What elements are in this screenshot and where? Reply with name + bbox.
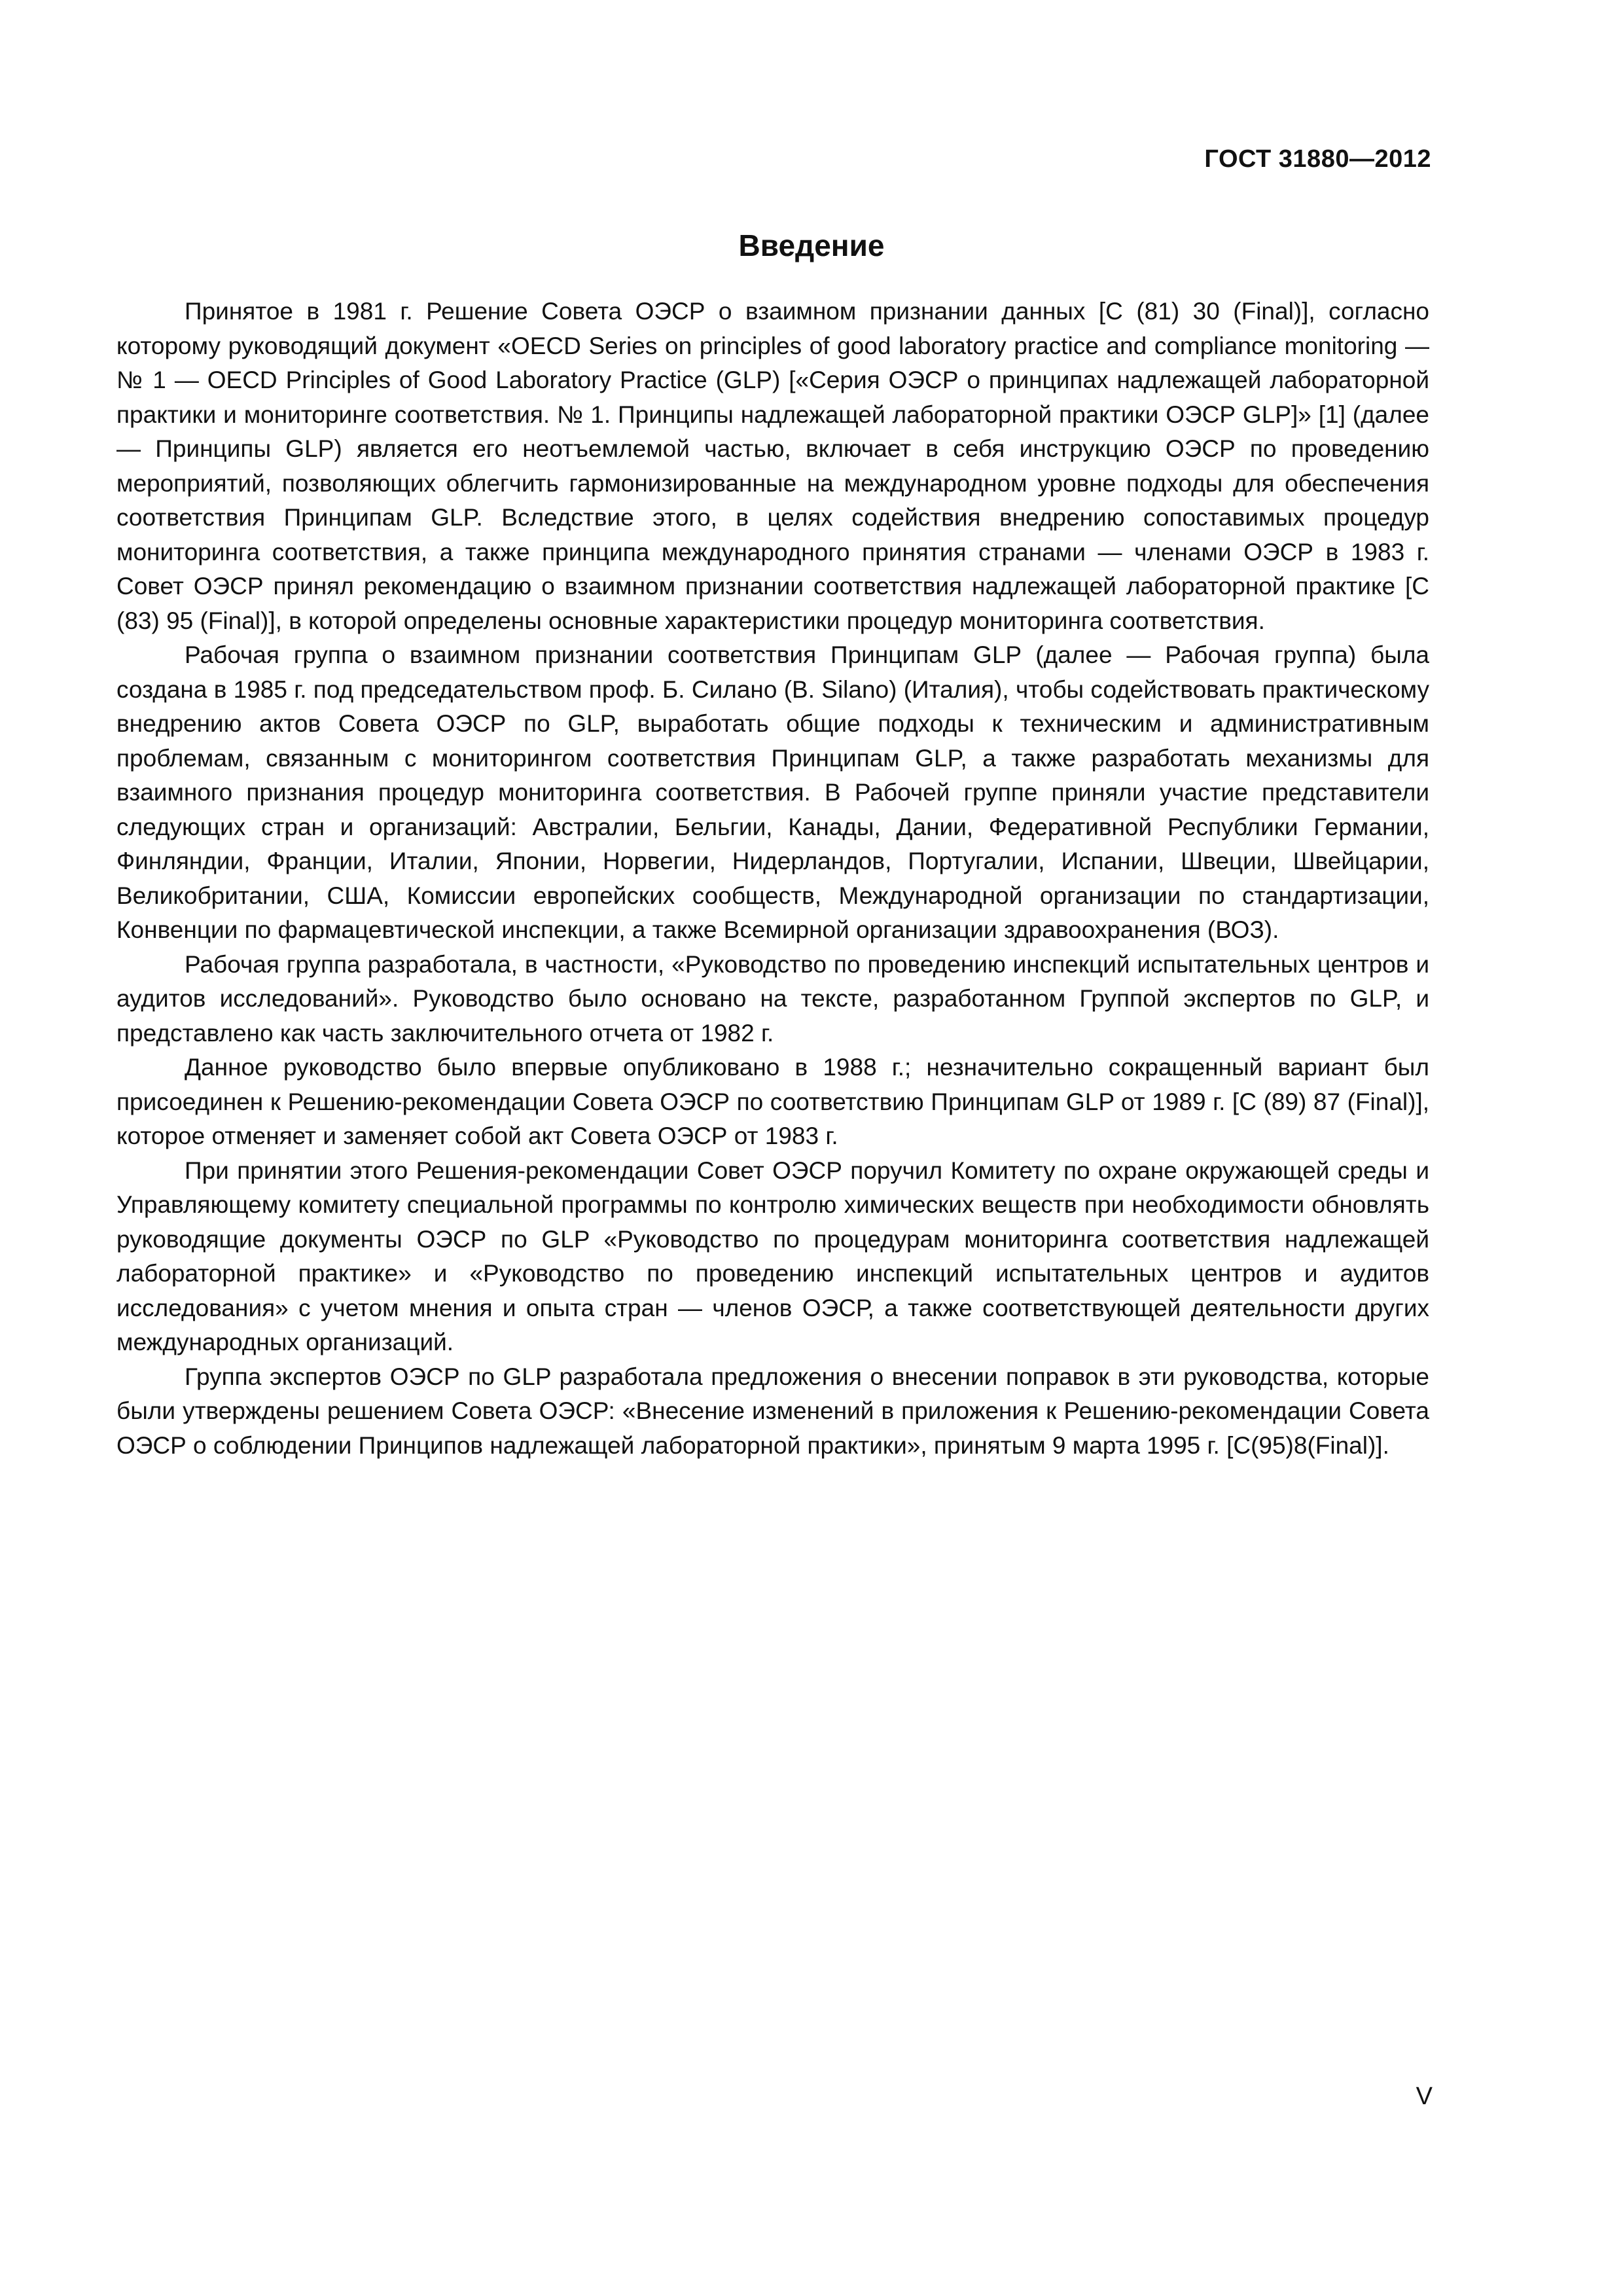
paragraph: При принятии этого Решения-рекомендации Совет ОЭСР поручил Комитету по охране окружающей среды и Управляющему комитету специальной программы по контролю химических веществ при необходимости обновлять руководящие документы ОЭСР по GLP «Руководство по процедурам мониторинга соответствия надлежащей лабораторной практике» и «Руководство по проведению инспекций испытательных центров и аудитов исследования» с учетом мнения и опыта стран — членов ОЭСР, а также соответствующей деятельности других международных организаций. [116, 1157, 1429, 1355]
section-title: Введение [738, 228, 885, 262]
paragraph: Рабочая группа разработала, в частности, «Руководство по проведению инспекций испытательных центров и аудитов исследований». Руководство было основано на тексте, разработанном Группой экспертов по GLP, и представлено как часть заключительного отчета от 1982 г. [116, 950, 1429, 1047]
page-number: V [1416, 2083, 1433, 2110]
paragraph: Группа экспертов ОЭСР по GLP разработала предложения о внесении поправок в эти руководства, которые были утверждены решением Совета ОЭСР: «Внесение изменений в приложения к Решению-рекомендации Совета ОЭСР о соблюдении Принципов надлежащей лабораторной практики», принятым 9 марта 1995 г. [С(95)8(Final)]. [116, 1363, 1429, 1459]
body-text [116, 295, 1429, 1463]
paragraph: Данное руководство было впервые опубликовано в 1988 г.; незначительно сокращенный вариант был присоединен к Решению-рекомендации Совета ОЭСР по соответствию Принципам GLP от 1989 г. [С (89) 87 (Final)], которое отменяет и заменяет собой акт Совета ОЭСР от 1983 г. [116, 1054, 1429, 1149]
paragraph: Рабочая группа о взаимном признании соответствия Принципам GLP (далее — Рабочая группа) была создана в 1985 г. под председательством проф. Б. Силано (В. Silano) (Италия), чтобы содействовать практическому внедрению актов Совета ОЭСР по GLP, выработать общие подходы к техническим и административным проблемам, связанным с мониторингом соответствия Принципам GLP, а также разработать механизмы для взаимного признания процедур мониторинга соответствия. В Рабочей группе приняли участие представители следующих стран и организаций: Австралии, Бельгии, Канады, Дании, Федеративной Республики Германии, Финляндии, Франции, Италии, Японии, Норвегии, Нидерландов, Португалии, Испании, Швеции, Швейцарии, Великобритании, США, Комиссии европейских сообществ, Международной организации по стандартизации, Конвенции по фармацевтической инспекции, а также Всемирной организации здравоохранения (ВОЗ). [116, 641, 1429, 943]
document-code: ГОСТ 31880—2012 [1204, 145, 1431, 173]
paragraph: Принятое в 1981 г. Решение Совета ОЭСР о взаимном признании данных [С (81) 30 (Final)], согласно которому руководящий документ «OECD Series on principles of good laboratory practice and compliance monitoring — № 1 — OECD Principles of Good Laboratory Practice (GLP) [«Серия ОЭСР о принципах надлежащей лабораторной практики и мониторинге соответствия. № 1. Принципы надлежащей лабораторной практики ОЭСР GLP]» [1] (далее — Принципы GLP) является его неотъемлемой частью, включает в себя инструкцию ОЭСР по проведению мероприятий, позволяющих облегчить гармонизированные на международном уровне подходы для обеспечения соответствия Принципам GLP. Вследствие этого, в целях содействия внедрению сопоставимых процедур мониторинга соответствия, а также принципа международного принятия странами — членами ОЭСР в 1983 г. Совет ОЭСР принял рекомендацию о взаимном признании соответствия надлежащей лабораторной практике [С (83) 95 (Final)], в которой определены основные характеристики процедур мониторинга соответствия. [116, 298, 1429, 634]
